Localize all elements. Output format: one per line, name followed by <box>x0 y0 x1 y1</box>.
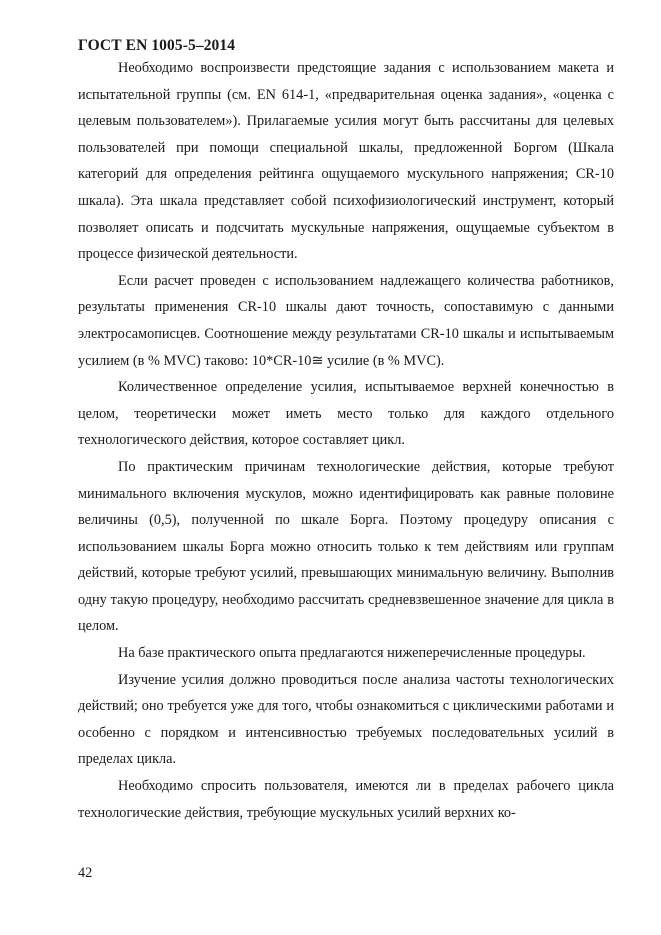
paragraph: На базе практического опыта предлагаются нижеперечисленные процедуры. <box>118 645 586 662</box>
paragraph: По практическим причинам технологические действия, которые требуют минимального включения мускулов, можно идентифицировать как равные половине величины (0,5), полученной по шкале Борга. Поэтому процедуру описания с использованием шкалы Борга можно относить только к тем действиям или группам действий, которые требуют усилий, превышающих минимальную величину. Выполнив одну такую процедуру, необходимо рассчитать средневзвешенное значение для цикла в целом. <box>78 458 614 635</box>
standard-header: ГОСТ EN 1005-5–2014 <box>78 37 236 54</box>
paragraph: Необходимо спросить пользователя, имеются ли в пределах рабочего цикла технологические действия, требующие мускульных усилий верхних ко- <box>78 778 614 821</box>
paragraph: Изучение усилия должно проводиться после анализа частоты технологических действий; оно требуется уже для того, чтобы ознакомиться с циклическими работами и особенно с порядком и интенсивностью требуемых последовательных усилий в пределах цикла. <box>78 671 614 768</box>
paragraph: Количественное определение усилия, испытываемое верхней конечностью в целом, теоретически может иметь место только для каждого отдельного технологического действия, которое составляет цикл. <box>78 379 614 449</box>
page-number: 42 <box>78 865 93 881</box>
paragraph: Если расчет проведен с использованием надлежащего количества работников, результаты применения CR-10 шкалы дают точность, сопоставимую с данными электросамописцев. Соотношение между результатами CR-10 шкалы и испытываемым усилием (в % MVC) таково: 10*CR-10≅ усилие (в % MVC). <box>78 272 614 369</box>
paragraph: Необходимо воспроизвести предстоящие задания с использованием макета и испытательной группы (см. EN 614-1, «предварительная оценка задания», «оценка с целевым пользователем»). Прилагаемые усилия могут быть рассчитаны для целевых пользователей при помощи специальной шкалы, предложенной Боргом (Шкала категорий для определения рейтинга ощущаемого мускульного напряжения; CR-10 шкала). Эта шкала представляет собой психофизиологический инструмент, который позволяет описать и подсчитать мускульные напряжения, ощущаемые субъектом в процессе физической деятельности. <box>78 60 614 263</box>
body-text <box>78 55 614 826</box>
